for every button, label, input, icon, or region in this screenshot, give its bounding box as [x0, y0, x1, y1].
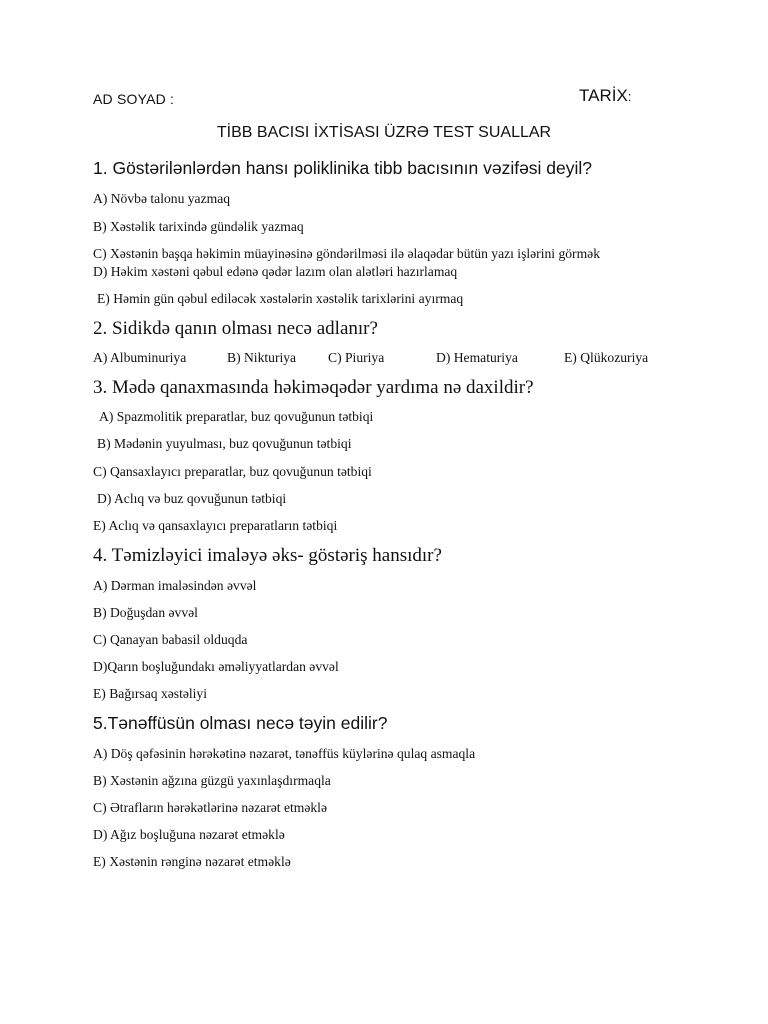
question-1-option-e: E) Həmin gün qəbul ediləcək xəstələrin xəstəlik tarixlərini ayırmaq [97, 291, 464, 306]
question-2: 2. Sidikdə qanın olması necə adlanır? [93, 318, 378, 339]
question-3-option-b: B) Mədənin yuyulması, buz qovuğunun tətbiqi [97, 436, 352, 451]
question-2-option-a: A) Albuminuriya [93, 350, 187, 365]
question-5-option-c: C) Ətrafların hərəkətlərinə nəzarət etməklə [93, 800, 327, 815]
question-3-option-e: E) Aclıq və qansaxlayıcı preparatların tətbiqi [93, 518, 338, 533]
question-1-option-d: D) Həkim xəstəni qəbul edənə qədər lazım olan alətləri hazırlamaq [93, 264, 458, 279]
question-1-option-a: A) Növbə talonu yazmaq [93, 191, 231, 206]
question-4: 4. Təmizləyici imaləyə əks- göstəriş hansıdır? [93, 545, 442, 566]
question-5-option-b: B) Xəstənin ağzına güzgü yaxınlaşdırmaqla [93, 773, 331, 788]
date-label-text: TARİX [579, 86, 628, 105]
name-label: AD SOYAD : [93, 91, 175, 107]
question-4-option-c: C) Qanayan babasil olduqda [93, 632, 248, 647]
question-4-option-b: B) Doğuşdan əvvəl [93, 605, 198, 620]
question-1-option-b: B) Xəstəlik tarixində gündəlik yazmaq [93, 219, 304, 234]
question-5-option-e: E) Xəstənin rənginə nəzarət etməklə [93, 854, 291, 869]
question-4-option-d: D)Qarın boşluğundakı əməliyyatlardan əvvəl [93, 659, 339, 674]
question-2-option-b: B) Nikturiya [227, 350, 297, 365]
question-3-option-c: C) Qansaxlayıcı preparatlar, buz qovuğunun tətbiqi [93, 464, 372, 479]
date-label-colon: : [627, 89, 632, 104]
question-2-option-d: D) Hematuriya [436, 350, 518, 365]
question-4-option-a: A) Dərman imaləsindən əvvəl [93, 578, 257, 593]
date-label [579, 86, 631, 106]
question-3-option-d: D) Aclıq və buz qovuğunun tətbiqi [97, 491, 287, 506]
question-3: 3. Mədə qanaxmasında həkiməqədər yardıma nə daxildir? [93, 377, 534, 398]
document-title: TİBB BACISI İXTİSASI ÜZRƏ TEST SUALLAR [216, 124, 552, 141]
question-2-option-e: E) Qlükozuriya [564, 350, 649, 365]
question-4-option-e: E) Bağırsaq xəstəliyi [93, 686, 208, 701]
question-1: 1. Göstərilənlərdən hansı poliklinika tibb bacısının vəzifəsi deyil? [93, 158, 593, 178]
question-5-option-d: D) Ağız boşluğuna nəzarət etməklə [93, 827, 285, 842]
question-3-option-a: A) Spazmolitik preparatlar, buz qovuğunun tətbiqi [99, 409, 374, 424]
question-2-option-c: C) Piuriya [328, 350, 385, 365]
question-1-option-c: C) Xəstənin başqa həkimin müayinəsinə göndərilməsi ilə əlaqədar bütün yazı işlərini görmək [93, 246, 600, 261]
question-5: 5.Tənəffüsün olması necə təyin edilir? [93, 713, 388, 733]
question-5-option-a: A) Döş qəfəsinin hərəkətinə nəzarət, tənəffüs küylərinə qulaq asmaqla [93, 746, 476, 761]
